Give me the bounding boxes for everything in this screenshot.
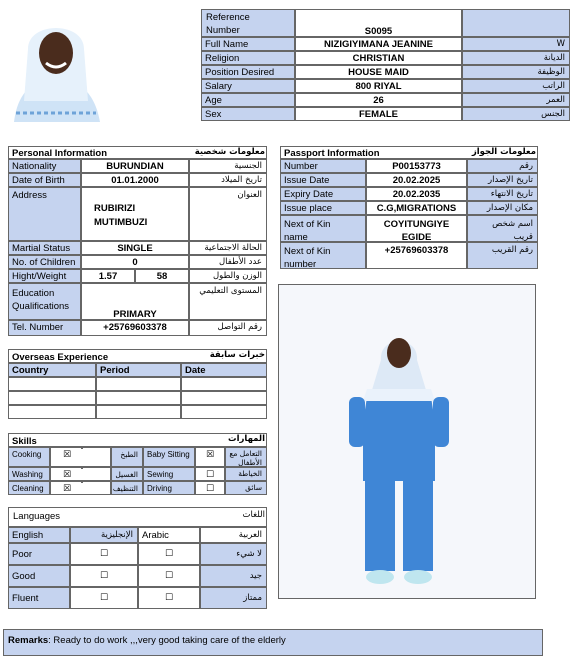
top-value-ar: W bbox=[462, 37, 570, 51]
overseas-title-ar: خبرات سابقة bbox=[209, 350, 265, 360]
top-value-ar: الوظيفة bbox=[462, 65, 570, 79]
personal-value-ar: تاريخ الميلاد bbox=[189, 173, 267, 187]
arabic-ar: العربية bbox=[200, 527, 267, 543]
personal-label: Nationality bbox=[8, 159, 81, 173]
languages-title-ar: اللغات bbox=[242, 510, 265, 520]
hw-ar: الوزن والطول bbox=[189, 269, 267, 283]
skill-label: Cleaning bbox=[8, 481, 50, 495]
passport-value: P00153773 bbox=[366, 159, 467, 173]
overseas-cell bbox=[96, 405, 181, 419]
skill-checkbox: ☒ bbox=[50, 447, 111, 467]
passport-label: Issue place bbox=[280, 201, 366, 215]
kin-number-label-line-2: number bbox=[284, 259, 317, 269]
education-value: PRIMARY bbox=[81, 283, 189, 320]
remarks bbox=[8, 635, 286, 646]
skill-checkbox: ☒ bbox=[50, 467, 111, 481]
top-value: NIZIGIYIMANA JEANINE bbox=[295, 37, 462, 51]
personal-info-title-ar: معلومات شخصية bbox=[194, 147, 265, 157]
personal-label: Tel. Number bbox=[8, 320, 81, 336]
top-label: Sex bbox=[201, 107, 295, 121]
spacer bbox=[81, 481, 83, 483]
lang-english-checkbox: ☐ bbox=[70, 565, 138, 587]
remarks-label: Remarks bbox=[8, 635, 49, 646]
address-line-1: RUBIRIZI bbox=[94, 203, 136, 214]
lang-arabic-checkbox: ☐ bbox=[138, 543, 200, 565]
personal-label: No. of Children bbox=[8, 255, 81, 269]
spacer bbox=[81, 447, 83, 449]
ref-label-1: Reference bbox=[206, 12, 250, 23]
personal-label: Martial Status bbox=[8, 241, 81, 255]
passport-label: Number bbox=[280, 159, 366, 173]
personal-value-ar: الجنسية bbox=[189, 159, 267, 173]
passport-value-ar: تاريخ الانتهاء bbox=[467, 187, 538, 201]
overseas-col-1: Period bbox=[96, 363, 181, 377]
skills-title-ar: المهارات bbox=[228, 434, 265, 444]
address-line-2: MUTIMBUZI bbox=[94, 217, 148, 228]
address-value bbox=[81, 187, 189, 241]
kin-value-line-2: EGIDE bbox=[401, 232, 432, 242]
passport-label: Expiry Date bbox=[280, 187, 366, 201]
reference-number-value: S0095 bbox=[364, 26, 393, 37]
height-value: 1.57 bbox=[81, 269, 135, 283]
passport-label: Issue Date bbox=[280, 173, 366, 187]
skill-ar-2-line: سائق bbox=[245, 483, 262, 492]
passport-value-ar: مكان الإصدار bbox=[467, 201, 538, 215]
kin-number-value: +25769603378 bbox=[366, 242, 467, 269]
top-value: FEMALE bbox=[295, 107, 462, 121]
lang-english-checkbox: ☐ bbox=[70, 587, 138, 609]
skill-label-2: Driving bbox=[143, 481, 195, 495]
remarks-text: : Ready to do work ,,,very good taking care of the elderly bbox=[48, 635, 286, 646]
overseas-cell bbox=[181, 377, 267, 391]
lang-level-ar: جيد bbox=[200, 565, 267, 587]
kin-value-line-1: COYITUNGIYE bbox=[383, 219, 450, 230]
skill-checkbox-2: ☐ bbox=[195, 481, 225, 495]
skill-ar-2-line: التعامل مع bbox=[229, 449, 262, 458]
skill-label: Washing bbox=[8, 467, 50, 481]
lang-arabic-checkbox: ☐ bbox=[138, 565, 200, 587]
overseas-cell bbox=[8, 405, 96, 419]
top-label: Salary bbox=[201, 79, 295, 93]
personal-value: BURUNDIAN bbox=[81, 159, 189, 173]
kin-number-label-line-1: Next of Kin bbox=[284, 246, 331, 257]
languages-title: Languages bbox=[13, 511, 61, 522]
top-label: Religion bbox=[201, 51, 295, 65]
skill-label-2: Sewing bbox=[143, 467, 195, 481]
passport-value-ar: رقم bbox=[467, 159, 538, 173]
lang-level-label: Fluent bbox=[8, 587, 70, 609]
kin-label-line-1: Next of Kin bbox=[284, 219, 331, 230]
personal-value-ar: عدد الأطفال bbox=[189, 255, 267, 269]
top-label: Position Desired bbox=[201, 65, 295, 79]
top-label: Full Name bbox=[201, 37, 295, 51]
kin-ar-line-1: اسم شخص bbox=[492, 219, 533, 229]
lang-level-ar: لا شيء bbox=[200, 543, 267, 565]
kin-label bbox=[280, 215, 366, 242]
overseas-cell bbox=[8, 377, 96, 391]
lang-arabic-checkbox: ☐ bbox=[138, 587, 200, 609]
overseas-col-2: Date bbox=[181, 363, 267, 377]
passport-value: 20.02.2035 bbox=[366, 187, 467, 201]
lang-english-checkbox: ☐ bbox=[70, 543, 138, 565]
top-value-ar: الديانة bbox=[462, 51, 570, 65]
skill-label: Cooking bbox=[8, 447, 50, 467]
english-label: English bbox=[8, 527, 70, 543]
skill-checkbox: ☒ bbox=[50, 481, 111, 495]
skill-ar-2 bbox=[225, 467, 267, 481]
kin-label-line-2: name bbox=[284, 232, 308, 242]
kin-number-ar: رقم القريب bbox=[467, 242, 538, 269]
skill-ar-2-line: الخياطة bbox=[238, 469, 262, 478]
passport-value-ar: تاريخ الإصدار bbox=[467, 173, 538, 187]
lang-level-ar: ممتاز bbox=[200, 587, 267, 609]
top-value-ar: الجنس bbox=[462, 107, 570, 121]
education-label-2: Qualifications bbox=[12, 301, 70, 312]
skill-ar: الطبخ bbox=[111, 447, 143, 467]
education-label bbox=[8, 283, 81, 320]
ref-label-2: Number bbox=[206, 25, 240, 36]
passport-value: 20.02.2025 bbox=[366, 173, 467, 187]
skill-ar: الغسيل bbox=[111, 467, 143, 481]
skill-ar-2 bbox=[225, 447, 267, 467]
lang-level-label: Good bbox=[8, 565, 70, 587]
overseas-cell bbox=[8, 391, 96, 405]
personal-value: +25769603378 bbox=[81, 320, 189, 336]
passport-info-title: Passport Information bbox=[284, 148, 380, 159]
kin-value bbox=[366, 215, 467, 242]
personal-value-ar: الحالة الاجتماعية bbox=[189, 241, 267, 255]
skill-ar: التنظيف bbox=[111, 481, 143, 495]
skill-ar-2-line: الأطفال bbox=[238, 458, 262, 467]
weight-value: 58 bbox=[135, 269, 189, 283]
top-value-ar: الراتب bbox=[462, 79, 570, 93]
hw-label: Hight/Weight bbox=[8, 269, 81, 283]
english-ar: الإنجليزية bbox=[70, 527, 138, 543]
arabic-label: Arabic bbox=[138, 527, 200, 543]
spacer bbox=[81, 467, 83, 469]
skill-checkbox-2: ☒ bbox=[195, 447, 225, 467]
top-label: Age bbox=[201, 93, 295, 107]
portrait-photo bbox=[8, 9, 104, 122]
lang-level-label: Poor bbox=[8, 543, 70, 565]
personal-value-ar: رقم التواصل bbox=[189, 320, 267, 336]
overseas-cell bbox=[96, 391, 181, 405]
top-value: 800 RIYAL bbox=[295, 79, 462, 93]
education-ar: المستوى التعليمي bbox=[189, 283, 267, 320]
full-body-photo bbox=[278, 284, 536, 599]
education-label-1: Education bbox=[12, 288, 55, 299]
personal-value: SINGLE bbox=[81, 241, 189, 255]
skill-label-2: Baby Sitting bbox=[143, 447, 195, 467]
kin-number-label bbox=[280, 242, 366, 269]
top-value: CHRISTIAN bbox=[295, 51, 462, 65]
overseas-cell bbox=[181, 391, 267, 405]
address-label: Address bbox=[8, 187, 81, 241]
top-value: HOUSE MAID bbox=[295, 65, 462, 79]
top-value: 26 bbox=[295, 93, 462, 107]
personal-value: 01.01.2000 bbox=[81, 173, 189, 187]
personal-info-title: Personal Information bbox=[12, 148, 108, 159]
personal-value: 0 bbox=[81, 255, 189, 269]
passport-info-title-ar: معلومات الجواز bbox=[471, 147, 536, 157]
skills-title: Skills bbox=[12, 436, 37, 447]
overseas-cell bbox=[181, 405, 267, 419]
overseas-title: Overseas Experience bbox=[12, 352, 109, 363]
skill-checkbox-2: ☐ bbox=[195, 467, 225, 481]
kin-ar-line-2: قريب bbox=[513, 232, 533, 242]
address-ar: العنوان bbox=[189, 187, 267, 241]
kin-ar bbox=[467, 215, 538, 242]
overseas-col-0: Country bbox=[8, 363, 96, 377]
skill-ar-2 bbox=[225, 481, 267, 495]
personal-label: Date of Birth bbox=[8, 173, 81, 187]
top-value-ar: العمر bbox=[462, 93, 570, 107]
overseas-cell bbox=[96, 377, 181, 391]
passport-value: C.G,MIGRATIONS bbox=[366, 201, 467, 215]
